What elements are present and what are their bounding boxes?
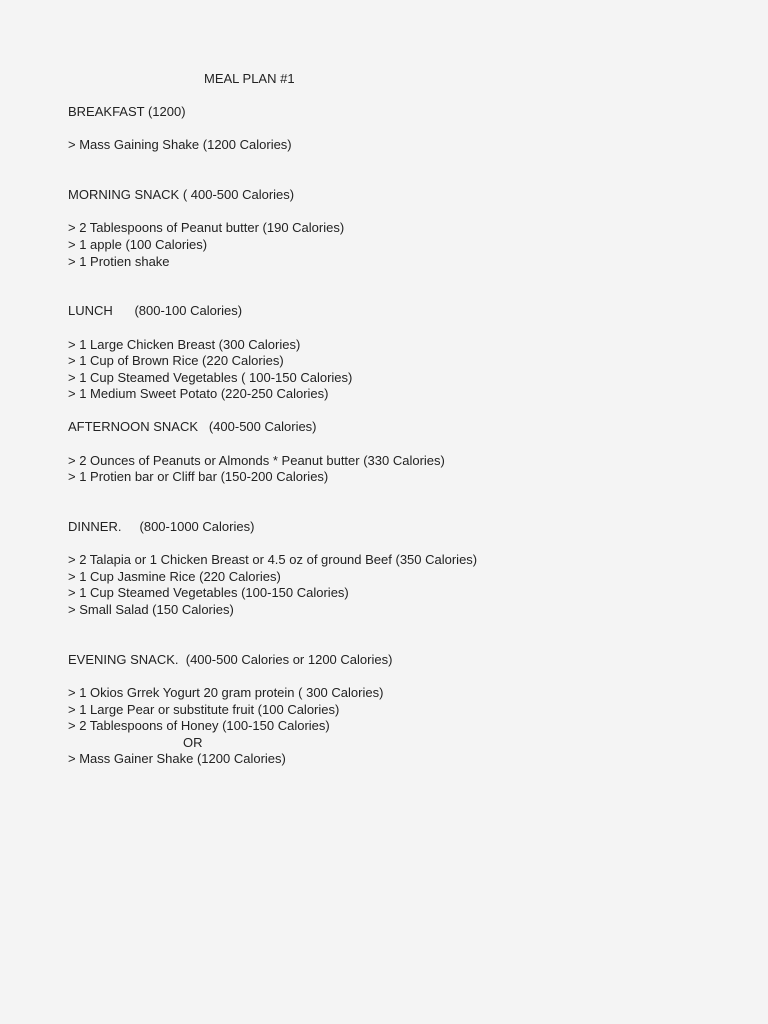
list-item: > 2 Tablespoons of Peanut butter (190 Calories) [68, 220, 345, 236]
or-separator: OR [183, 734, 203, 750]
list-item: > 2 Talapia or 1 Chicken Breast or 4.5 oz of ground Beef (350 Calories) [68, 552, 478, 568]
list-item: > 2 Tablespoons of Honey (100-150 Calories) [68, 718, 330, 734]
list-item: > 1 Large Pear or substitute fruit (100 Calories) [68, 701, 340, 717]
list-item: > 1 Cup Steamed Vegetables ( 100-150 Calories) [68, 369, 353, 385]
list-item: > 1 Protien shake [68, 253, 170, 269]
list-item: > Mass Gainer Shake (1200 Calories) [68, 751, 286, 767]
list-item: > 1 Medium Sweet Potato (220-250 Calories) [68, 386, 329, 402]
list-item: > 2 Ounces of Peanuts or Almonds * Peanut butter (330 Calories) [68, 452, 445, 468]
list-item: > 1 Protien bar or Cliff bar (150-200 Calories) [68, 469, 329, 485]
list-item: > 1 Large Chicken Breast (300 Calories) [68, 336, 301, 352]
list-item: > 1 apple (100 Calories) [68, 236, 208, 252]
section-heading-evening-snack: EVENING SNACK. (400-500 Calories or 1200 Calories) [68, 651, 393, 667]
list-item: > 1 Cup Jasmine Rice (220 Calories) [68, 568, 281, 584]
section-heading-morning-snack: MORNING SNACK ( 400-500 Calories) [68, 187, 295, 203]
section-heading-afternoon-snack: AFTERNOON SNACK (400-500 Calories) [68, 419, 317, 435]
section-heading-lunch: LUNCH (800-100 Calories) [68, 303, 243, 319]
list-item: > 1 Okios Grrek Yogurt 20 gram protein ( 300 Calories) [68, 684, 384, 700]
section-heading-dinner: DINNER. (800-1000 Calories) [68, 519, 255, 535]
list-item: > 1 Cup of Brown Rice (220 Calories) [68, 353, 284, 369]
list-item: > Mass Gaining Shake (1200 Calories) [68, 137, 292, 153]
list-item: > 1 Cup Steamed Vegetables (100-150 Calories) [68, 585, 349, 601]
list-item: > Small Salad (150 Calories) [68, 602, 234, 617]
page-title: MEAL PLAN #1 [204, 71, 295, 86]
section-heading-breakfast: BREAKFAST (1200) [68, 104, 186, 120]
meal-plan-document [68, 71, 728, 768]
